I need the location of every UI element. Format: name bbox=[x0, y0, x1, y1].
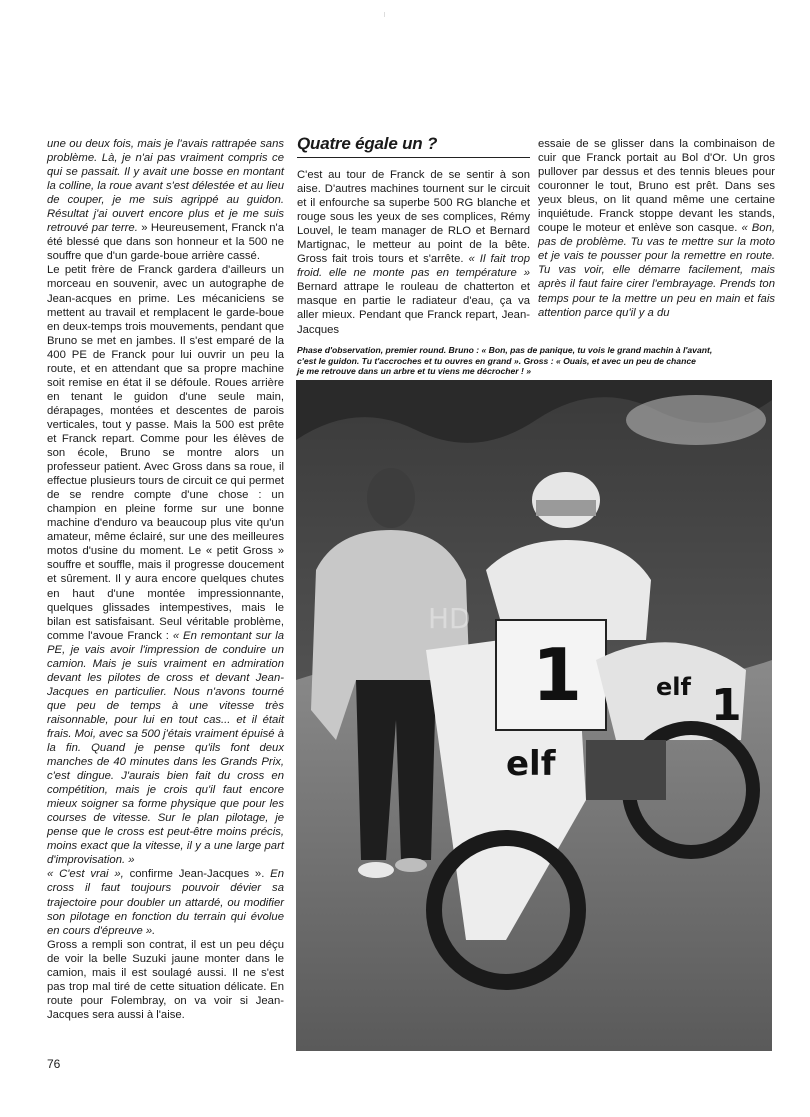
section-heading: Quatre égale un ? bbox=[297, 134, 438, 153]
side-number-text: 1 bbox=[711, 680, 742, 731]
caption-line: Phase d'observation, premier round. Bruno : « Bon, pas de panique, tu vois le grand machin à l'avant, bbox=[297, 345, 713, 355]
body-text: essaie de se glisser dans la combinaison de cuir que Franck portait au Bol d'Or. Un gros pullover par dessus et des tennis bleues pour couronner le tout, Bruno est prêt. Dans ses yeux bleus, on lit quand même une certaine inquiétude. Franck stoppe devant les stands, coupe le moteur et enlève son casque. bbox=[538, 138, 775, 235]
body-text: Gross a rempli son contrat, il est un peu déçu de voir la belle Suzuki jaune monter dans le camion, mais il est soulagé aussi. Il ne s'est pas trop mal tiré de cette situation délicate. En route pour Folembray, on va voir si Jean-Jacques sera aussi à l'aise. bbox=[47, 938, 284, 1021]
body-text: Bernard attrape le rouleau de chatterton et masque en partie le radiateur d'eau, ça va aller mieux. Pendant que Franck repart, Jean-Jacques bbox=[297, 281, 530, 336]
heading-rule bbox=[297, 157, 530, 158]
article-column-2 bbox=[297, 168, 530, 337]
brand-logo-text: elf bbox=[656, 673, 691, 701]
quote-text: « En remontant sur la PE, je vais avoir l'impression de conduire un camion. Mais je suis vraiment en admiration devant les pilotes de cross et devant Jean-Jacques en particulier. Nous n'avons tourné que peu de temps à une vitesse très raisonnable, pour lui en tout cas... et il était frais. Moi, avec sa 500 j'étais vraiment épuisé à la fin. Quand je pense qu'ils font deux manches de 40 minutes dans les Grands Prix, c'est dingue. J'aurais bien fait du cross en compétition, mais je crois qu'il faut encore mieux soigner sa forme physique que pour les courses de vitesse. Sur le plan pilotage, je pense que le cross est peut-être moins précis, moins exact que la vitesse, il y a une large part d'improvisation. » bbox=[47, 629, 284, 867]
paragraph bbox=[297, 168, 530, 337]
paragraph bbox=[47, 867, 284, 937]
paragraph bbox=[47, 938, 284, 1022]
article-column-1 bbox=[47, 137, 284, 1022]
quote-text: « Il fait trop froid. elle ne monte pas en température » bbox=[297, 253, 530, 280]
body-text: » Heureusement, Franck n'a été blessé que dans son honneur et la 500 ne souffre que d'un garde-boue arrière cassé. bbox=[47, 222, 284, 263]
article-column-3 bbox=[538, 137, 775, 320]
quote-text: En cross il faut toujours pouvoir dévier sa trajectoire pour doubler un attardé, ou modifier son pilotage en fonction du terrain qui évolue en cours d'épreuve ». bbox=[47, 868, 284, 937]
paragraph bbox=[47, 263, 284, 867]
brand-logo-text: elf bbox=[506, 744, 556, 784]
body-text: Le petit frère de Franck gardera d'ailleurs un morceau en souvenir, avec un autographe de Jean-acques en prime. Les mécaniciens se mettent au travail et remplacent le garde-boue en deux-temps trois mouvements, pendant que Bruno se met en jambes. Il s'est emparé de la 400 PE de Franck pour lui ouvrir un peu la route, et en attendant que sa propre machine soit remise en état il se défoule. Roues arrière en tenant le guidon d'une seule main, dérapages, montées et descentes de parois verticales, tout y passe. Mais la 500 est prête et Franck repart. Comme pour les élèves de son école, Bruno se montre alors un professeur patient. Avec Gross dans sa roue, il effectue plusieurs tours de circuit ce qui permet de se rendre compte d'une chose : un champion en pleine forme sur une bonne machine d'enduro va beaucoup plus vite qu'un amateur, même éclairé, sur une des meilleures motos d'usine du moment. Le « petit Gross » souffre et souffle, mais il progresse doucement et sûrement. Il y aura encore quelques chutes en haut d'une montée impressionnante, quelques glissades intempestives, mais le bilan est satisfaisant. Seul véritable problème, comme l'avoue Franck : bbox=[47, 264, 284, 642]
watermark-text: HD bbox=[428, 602, 471, 635]
paragraph bbox=[47, 137, 284, 263]
page-number: 76 bbox=[47, 1057, 61, 1071]
photo-caption bbox=[297, 345, 775, 377]
article-photo bbox=[296, 380, 772, 1051]
paragraph bbox=[538, 137, 775, 320]
caption-line: c'est le guidon. Tu t'accroches et tu ouvres en grand ». Gross : « Ouais, et avec un peu de chance bbox=[297, 355, 696, 366]
body-text: C'est au tour de Franck de se sentir à son aise. D'autres machines tournent sur le circuit et il enfourche sa superbe 500 RG blanche et rouge sous les yeux de ses complices, Rémy Louvel, le team manager de RLO et Bernard Martignac, le metteur au point de la bête. Gross fait trois tours et s'arrête. bbox=[297, 169, 530, 266]
photo-illustration bbox=[296, 380, 772, 1051]
caption-line: je me retrouve dans un arbre et tu viens me décrocher ! » bbox=[297, 366, 532, 377]
crop-mark bbox=[384, 12, 385, 17]
number-plate-text: 1 bbox=[532, 633, 583, 717]
body-text: confirme Jean-Jacques ». bbox=[129, 868, 265, 881]
quote-text: « C'est vrai », bbox=[47, 868, 130, 881]
quote-text: une ou deux fois, mais je l'avais rattrapée sans problème. Là, je n'ai pas vraiment compris ce qui se passait. Il y avait une bosse en montant la colline, la roue avant s'est délestée et au lieu de couper, je me suis agrippé au guidon. Résultat j'ai ouvert encore plus et je me suis retrouvé par terre. bbox=[47, 138, 284, 235]
quote-text: « Bon, pas de problème. Tu vas te mettre sur la moto et je vais te pousser pour la remettre en route. Tu vas voir, elle démarre facilement, mais après il faut faire cirer l'embrayage. Prends ton temps pour te la mettre un peu en main et fais attention parce qu'il y a du bbox=[538, 222, 775, 319]
rock bbox=[626, 395, 766, 445]
